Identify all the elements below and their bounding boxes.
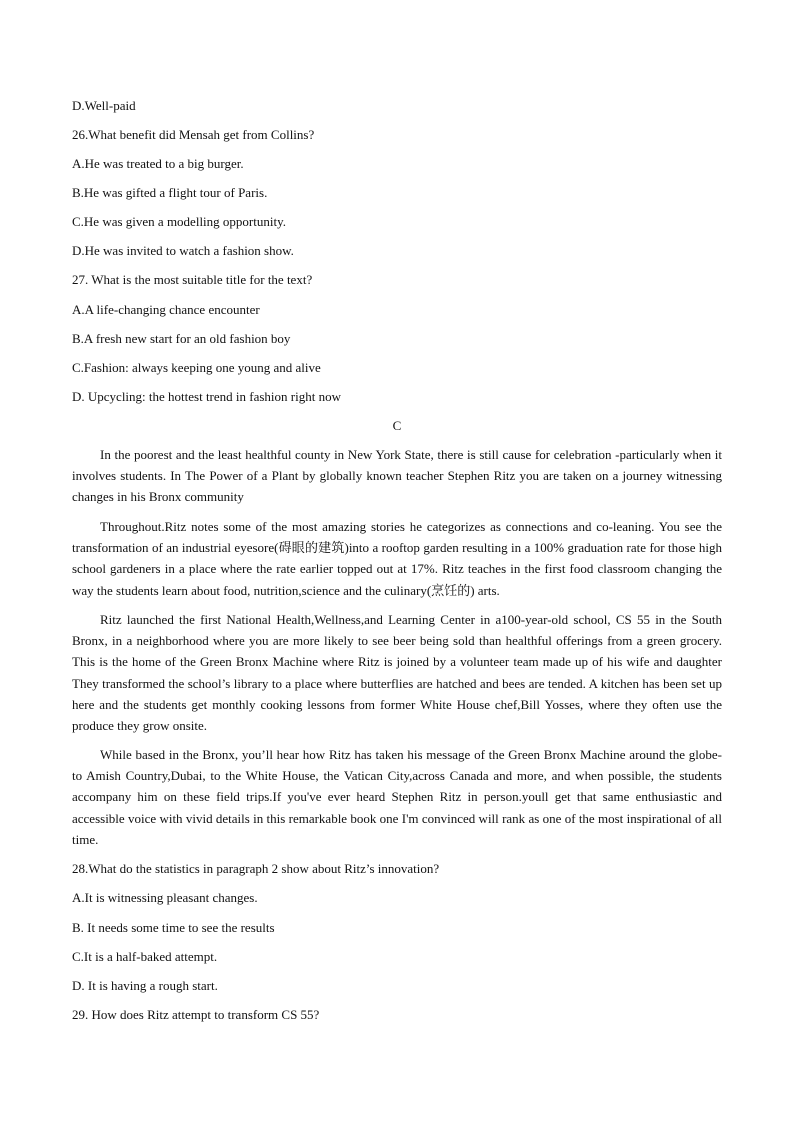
q28-question: 28.What do the statistics in paragraph 2 show about Ritz’s innovation? [72, 861, 440, 876]
passage-paragraph-1: In the poorest and the least healthful county in New York State, there is still cause for celebration -particularly when it involves students. In The Power of a Plant by globally known teacher Stephen Ritz you are taken on a journey witnessing changes in his Bronx community [72, 447, 722, 505]
q26-option-c: C.He was given a modelling opportunity. [72, 214, 286, 229]
q27-option-d: D. Upcycling: the hottest trend in fashion right now [72, 389, 341, 404]
q27-question: 27. What is the most suitable title for the text? [72, 272, 313, 287]
passage-paragraph-2: Throughout.Ritz notes some of the most amazing stories he categorizes as connections and co-leaning. You see the transformation of an industrial eyesore(碍眼的建筑)into a rooftop garden resulting in a 100% graduation rate for those high school gardeners in a place where the rate earlier topped out at 17%. Ritz teaches in the first food classroom changing the way the students learn about food, nutrition,science and the culinary(烹饪的) arts. [72, 519, 722, 598]
q28-option-c: C.It is a half-baked attempt. [72, 949, 218, 964]
q26-option-b: B.He was gifted a flight tour of Paris. [72, 185, 268, 200]
q28-option-a: A.It is witnessing pleasant changes. [72, 890, 258, 905]
q27-option-c: C.Fashion: always keeping one young and alive [72, 360, 321, 375]
q25-option-d: D.Well-paid [72, 98, 136, 113]
q26-option-a: A.He was treated to a big burger. [72, 156, 244, 171]
passage-paragraph-4: While based in the Bronx, you’ll hear how Ritz has taken his message of the Green Bronx Machine around the globe-to Amish Country,Dubai, to the White House, the Vatican City,across Canada and more, and when possible, the students accompany him on these field trips.If you've ever heard Stephen Ritz in person.youll get that same enthusiastic and accessible voice with vivid details in this remarkable book one I'm convinced will rank as one of the most inspirational of all time. [72, 747, 722, 847]
q26-option-d: D.He was invited to watch a fashion show. [72, 243, 294, 258]
q26-question: 26.What benefit did Mensah get from Collins? [72, 127, 315, 142]
q27-option-b: B.A fresh new start for an old fashion boy [72, 331, 291, 346]
passage-paragraph-3: Ritz launched the first National Health,Wellness,and Learning Center in a100-year-old school, CS 55 in the South Bronx, in a neighborhood where you are more likely to see beer being sold than healthful offerings from a green grocery. This is the home of the Green Bronx Machine where Ritz is joined by a volunteer team made up of his wife and daughter They transformed the school’s library to a place where butterflies are hatched and bees are tended. A kitchen has been set up here and the students get monthly cooking lessons from former White House chef,Bill Yosses, where they often use the produce they grow onsite. [72, 612, 722, 734]
q27-option-a: A.A life-changing chance encounter [72, 302, 260, 317]
section-heading: C [392, 418, 402, 433]
q28-option-b: B. It needs some time to see the results [72, 920, 275, 935]
q29-question: 29. How does Ritz attempt to transform CS 55? [72, 1007, 320, 1022]
q28-option-d: D. It is having a rough start. [72, 978, 218, 993]
